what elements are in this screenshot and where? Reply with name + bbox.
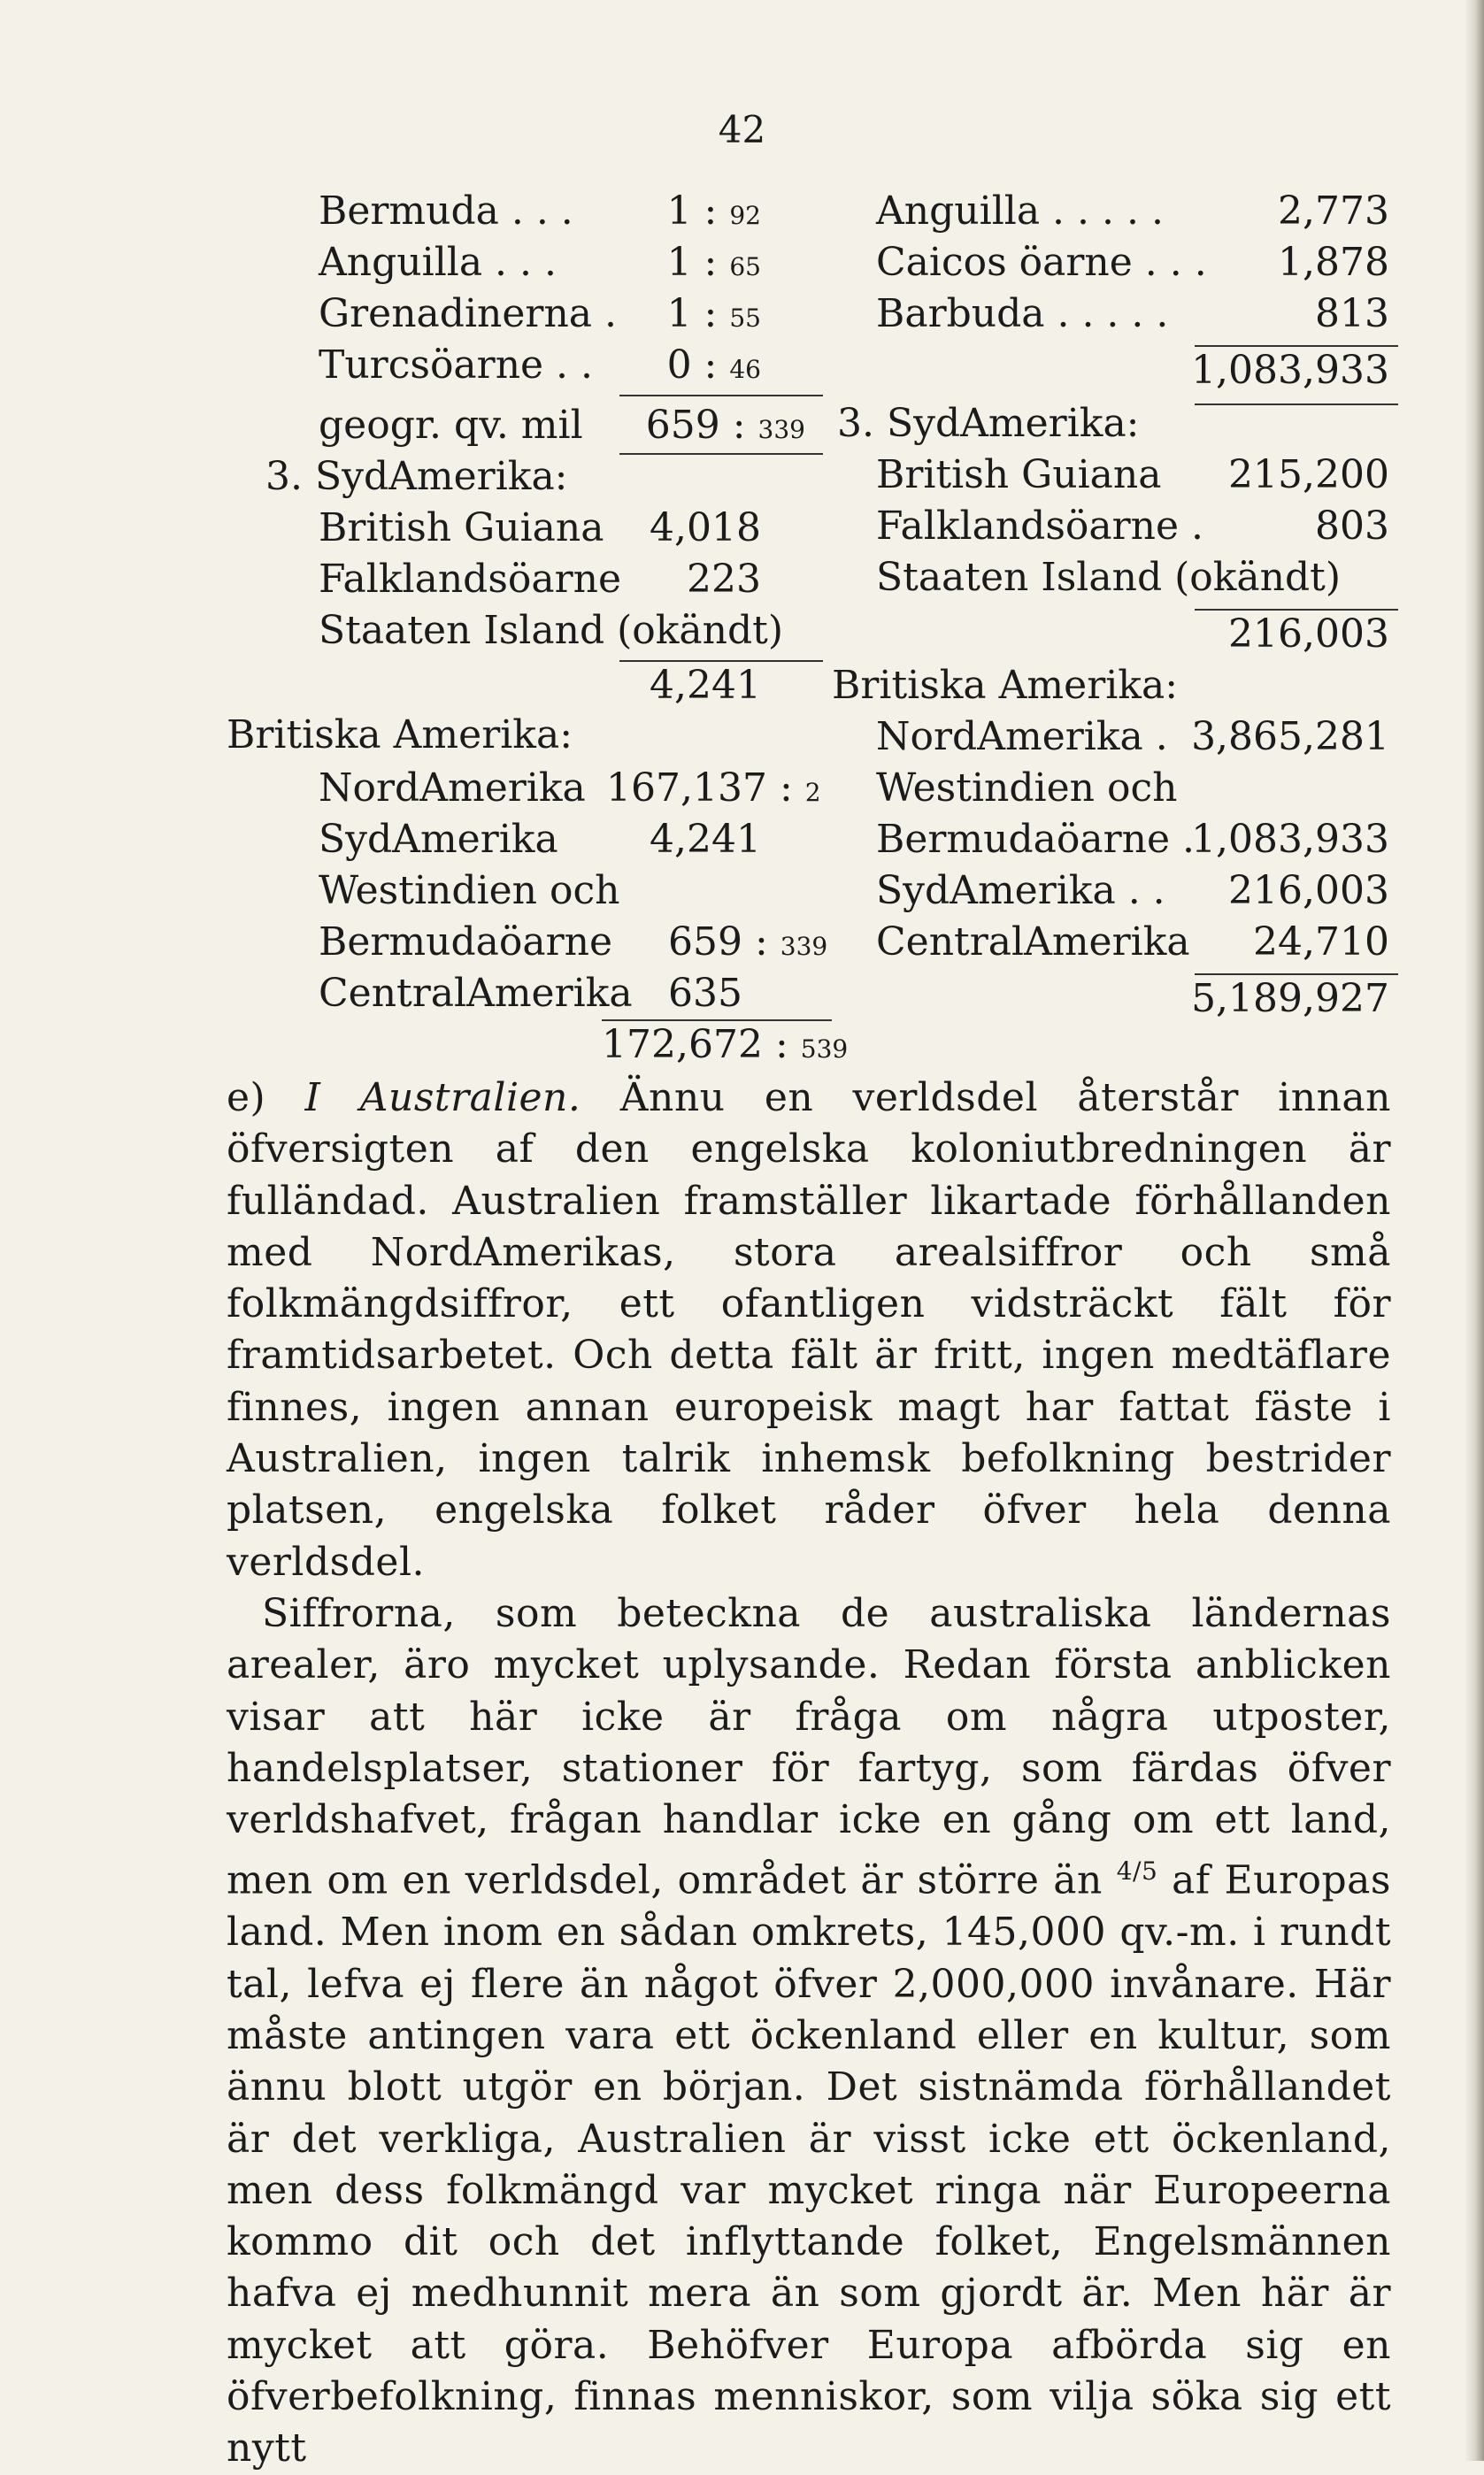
table-row-label: Barbuda . . . . . bbox=[876, 291, 1169, 336]
table-row-label: Falklandsöarne . bbox=[876, 503, 1204, 549]
table-row-value: 167,137 : 2 bbox=[606, 765, 821, 811]
table-row-value: 1,083,933 bbox=[1191, 817, 1389, 862]
section-total: 4,241 bbox=[650, 663, 761, 708]
table-row-label: CentralAmerika bbox=[319, 971, 633, 1016]
table-row-value: 803 bbox=[1315, 503, 1389, 549]
table-row-value: 0 : 46 bbox=[666, 342, 761, 388]
section-heading: Britiska Amerika: bbox=[832, 663, 1179, 708]
table-row-label: Westindien och bbox=[319, 868, 620, 913]
table-row-label: Falklandsöarne bbox=[319, 557, 622, 602]
table-row-label: Anguilla . . . . . bbox=[876, 188, 1164, 234]
table-row-value: 4,241 bbox=[650, 817, 761, 862]
table-row-label: NordAmerika . bbox=[876, 714, 1168, 759]
table-row-label: Grenadinerna . bbox=[319, 291, 617, 336]
table-row-value: 659 : 339 bbox=[668, 919, 828, 965]
section-heading: I Australien. bbox=[304, 1075, 581, 1120]
table-row-label: SydAmerika bbox=[319, 817, 558, 862]
grand-total: 172,672 : 539 bbox=[602, 1022, 849, 1067]
page-number: 42 bbox=[718, 108, 766, 151]
paragraph: Siffrorna, som beteckna de australiska ländernas arealer, äro mycket uplysande. Redan första anblicken visar att här icke är fråga om några utposter, handelsplatser, stationer för fartyg, som färdas öfver verldshafvet, frågan handlar icke en gång om ett land, men om en verldsdel, området är större än $^{4/5}$ af Europas land. Men inom en sådan omkrets, 145,000 qv.-m. i rundt tal, lefva ej flere än något öfver 2,000,000 invånare. Här måste antingen vara ett öckenland eller en kultur, som ännu blott utgör en början. Det sistnämda förhållandet är det verkliga, Australien är visst icke ett öckenland, men dess folkmängd var mycket ringa när Europeerna kommo dit och det inflyttande folket, Engelsmännen hafva ej medhunnit mera än som gjordt är. Men här är mycket att göra. Behöfver Europa afbörda sig en öfverbefolkning, finnas menniskor, som vilja söka sig ett nytt bbox=[227, 1590, 1391, 2471]
table-row-value: 4,018 bbox=[650, 505, 761, 550]
table-row-label: British Guiana bbox=[876, 452, 1162, 497]
table-row-label: CentralAmerika bbox=[876, 919, 1190, 965]
table-row-value: 215,200 bbox=[1228, 452, 1389, 497]
sum-rule bbox=[619, 453, 823, 455]
table-row-label: SydAmerika . . bbox=[876, 868, 1165, 913]
grand-total: 5,189,927 bbox=[1191, 976, 1389, 1021]
sum-rule bbox=[619, 395, 823, 396]
table-row-value: 1,878 bbox=[1278, 240, 1389, 285]
total-value: 659 : 339 bbox=[645, 403, 805, 448]
table-row-value: 1 : 55 bbox=[666, 291, 761, 336]
fraction: 4/5 bbox=[1116, 1856, 1158, 1887]
table-row-value: 813 bbox=[1315, 291, 1389, 336]
table-row-label: Staaten Island (okändt) bbox=[876, 555, 1341, 600]
table-row-value: 3,865,281 bbox=[1191, 714, 1389, 759]
table-row-value: 24,710 bbox=[1253, 919, 1389, 965]
section-heading: Britiska Amerika: bbox=[227, 712, 573, 757]
body-text bbox=[227, 1072, 1391, 2475]
table-row-value: 1 : 65 bbox=[666, 240, 761, 285]
section-heading: 3. SydAmerika: bbox=[265, 454, 568, 499]
table-row-value: 1 : 92 bbox=[666, 188, 761, 234]
table-row-label: Bermudaöarne . bbox=[876, 817, 1195, 862]
table-row-label: NordAmerika bbox=[319, 765, 586, 811]
section-total: 1,083,933 bbox=[1191, 348, 1389, 393]
page-edge bbox=[1465, 0, 1484, 2461]
section-prefix: e) bbox=[227, 1075, 305, 1120]
paragraph: e) I Australien. Ännu en verldsdel återstår innan öfversigten af den engelska koloniutbredningen är fulländad. Australien framställer likartade förhållanden med NordAmerikas, stora arealsiffror och små folkmängdsiffror, ett ofantligen vidsträckt fält för framtidsarbetet. Och detta fält är fritt, ingen medtäflare finnes, ingen annan europeisk magt har fattat fäste i Australien, ingen talrik inhemsk befolkning bestrider platsen, engelska folket råder öfver hela denna verldsdel. bbox=[227, 1075, 1391, 1585]
table-row-value: 223 bbox=[687, 557, 761, 602]
table-row-label: Bermuda . . . bbox=[319, 188, 573, 234]
table-row-label: Staaten Island (okändt) bbox=[319, 608, 783, 653]
table-row-label: Turcsöarne . . bbox=[319, 342, 594, 388]
table-row-value: 635 bbox=[668, 971, 742, 1016]
table-row-label: Caicos öarne . . . bbox=[876, 240, 1207, 285]
table-row-label: British Guiana bbox=[319, 505, 604, 550]
table-row-label: Westindien och bbox=[876, 765, 1178, 811]
sum-rule bbox=[1195, 404, 1398, 405]
section-total: 216,003 bbox=[1228, 611, 1389, 657]
total-label: geogr. qv. mil bbox=[319, 403, 583, 448]
section-heading: 3. SydAmerika: bbox=[837, 401, 1140, 446]
table-row-label: Anguilla . . . bbox=[319, 240, 557, 285]
table-row-value: 216,003 bbox=[1228, 868, 1389, 913]
table-row-label: Bermudaöarne bbox=[319, 919, 612, 965]
table-row-value: 2,773 bbox=[1278, 188, 1389, 234]
